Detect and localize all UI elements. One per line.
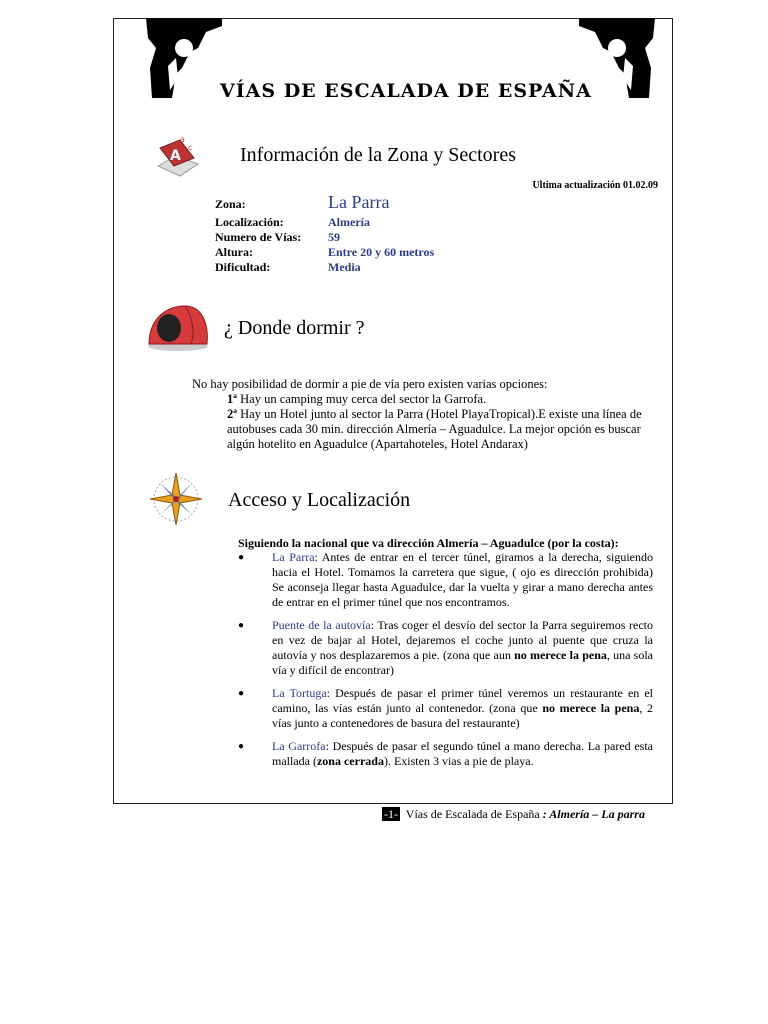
info-value: Almería [328, 215, 370, 229]
sector-name: La Parra [272, 550, 315, 564]
info-label: Numero de Vías: [215, 230, 302, 244]
list-item [238, 550, 653, 610]
info-row-localizacion [215, 215, 434, 230]
info-value: La Parra [328, 192, 390, 212]
info-value: Media [328, 260, 361, 274]
info-value: Entre 20 y 60 metros [328, 245, 435, 259]
bullet-icon: ● [238, 688, 245, 699]
info-row-numero-vias [215, 230, 434, 245]
info-label: Dificultad: [215, 260, 271, 274]
access-section-title: Acceso y Localización [228, 489, 411, 511]
compass-rose-icon [146, 470, 206, 528]
sector-name: Puente de la autovía [272, 618, 371, 632]
page-footer [382, 807, 645, 822]
svg-text:a: a [180, 135, 185, 144]
sector-description-end: , 2 vías junto a contenedores de basura del restaurante) [272, 701, 653, 730]
sleep-section-title: ¿ Donde dormir ? [224, 317, 365, 339]
zone-section-title: Información de la Zona y Sectores [240, 144, 517, 166]
sector-description-end: , una sola vía y difícil de encontrar) [272, 648, 654, 677]
last-updated: Ultima actualización 01.02.09 [532, 180, 658, 191]
alphabet-book-icon [150, 128, 204, 178]
sleep-text [192, 377, 662, 452]
option-text: Hay un camping muy cerca del sector la Garrofa. [237, 392, 487, 406]
bullet-icon: ● [238, 620, 245, 631]
bullet-icon: ● [238, 741, 245, 752]
sector-name: La Garrofa [272, 739, 326, 753]
option-number: 2ª [227, 407, 237, 421]
info-label: Altura: [215, 245, 253, 259]
sector-description: : Tras coger el desvío del sector la Parra seguiremos recto en vez de bajar al Hotel, dejaremos el coche junto al puente que cruza la autovía y nos desplazaremos a pie. (zona que aun [272, 618, 653, 662]
document-title: VÍAS DE ESCALADA DE ESPAÑA [220, 80, 592, 102]
option-text: Hay un Hotel junto al sector la Parra (Hotel PlayaTropical).E existe una línea de autobuses cada 30 min. dirección Almería – Aguadulce. La mejor opción es buscar algún hotelito en Aguadulce (Apartahoteles, Hotel Andarax) [227, 407, 642, 451]
option-number: 1ª [227, 392, 237, 406]
footer-text: Vías de Escalada de España [403, 807, 543, 821]
sleep-option [192, 407, 662, 452]
info-row-dificultad [215, 260, 434, 275]
info-label: Localización: [215, 215, 284, 229]
footer-subtitle: : Almería – La parra [542, 807, 645, 821]
sector-note: no merece la pena [514, 648, 607, 662]
access-lead: Siguiendo la nacional que va dirección Almería – Aguadulce (por la costa): [238, 536, 619, 550]
sleep-intro: No hay posibilidad de dormir a pie de vía pero existen varias opciones: [192, 377, 548, 391]
list-item [238, 618, 653, 678]
sector-note: no merece la pena [542, 701, 640, 715]
info-row-zona [215, 192, 434, 213]
info-row-altura [215, 245, 434, 260]
sector-name: La Tortuga [272, 686, 327, 700]
svg-text:A: A [170, 148, 181, 164]
sector-note: zona cerrada [316, 754, 384, 768]
bullet-icon: ● [238, 552, 245, 563]
sector-description: : Antes de entrar en el tercer túnel, giramos a la derecha, siguiendo hacia el Hotel. Tomamos la carretera que sigue, ( ojo es dirección prohibida) Se aconseja llegar hasta Aguadulce, dar la vuelta y girar a mano derecha antes de entrar en el primer túnel que nos encontramos. [272, 550, 653, 609]
sector-description: : Después de pasar el segundo túnel a mano derecha. La pared esta mallada ( [272, 739, 653, 768]
zone-info-table [215, 192, 434, 275]
svg-text:c: c [188, 143, 193, 152]
page-number: -1- [384, 807, 398, 821]
list-item [238, 739, 653, 769]
sector-description: : Después de pasar el primer túnel veremos un restaurante en el camino, las vías están junto al contenedor. (zona que [272, 686, 653, 715]
list-item [238, 686, 653, 731]
sector-description-end: ). Existen 3 vias a pie de playa. [383, 754, 534, 768]
info-label: Zona: [215, 197, 246, 211]
access-list [238, 550, 653, 777]
tent-icon [145, 300, 211, 352]
info-value: 59 [328, 230, 340, 244]
sleep-option [192, 392, 662, 407]
climber-left-icon [146, 18, 222, 98]
